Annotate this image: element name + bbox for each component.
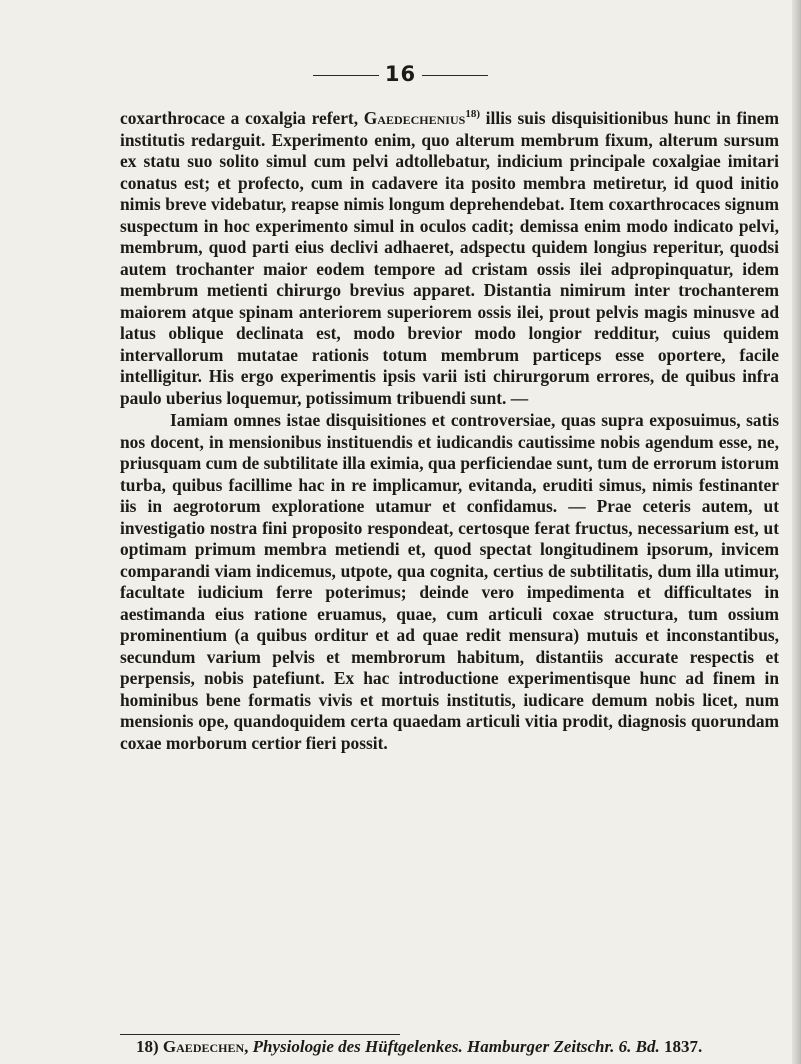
- footnote-title: Physiologie des Hüftgelenkes.: [252, 1037, 463, 1056]
- paragraph-1-rest: illis suis disquisitionibus hunc in finem institutis redarguit. Experimento enim, quo alterum membrum fixum, alterum sursum ex statu suo solito simul cum pelvi adtollebatur, indicium principale coxalgiae imitari conatus est; et profecto, cum in cadavere ita posito membra metiretur, id quod initio nimis breve videbatur, reapse nimis longum deprehendebat. Item coxarthrocaces signum suspectum in hoc experimento simul in oculos cadit; demissa enim modo indicato pelvi, membrum, quod parti eius declivi adhaeret, adspectu quidem longius reperitur, quodsi autem trochanter maior eodem tempore ad cristam ossis ilei adpropinquatur, idem membrum metienti chirurgo brevius apparet. Distantia nimirum inter trochanterem maiorem atque spinam anteriorem superiorem ossis ilei, prout pelvis magis minusve ad latus oblique declinata est, modo brevior modo longior redditur, cuius quidem intervallorum mutatae rationis totum membrum particeps esse oportere, facile intelligitur. His ergo experimentis ipsis varii isti chirurgorum errores, de quibus infra paulo uberius loquemur, potissimum tribuendi sunt. —: [120, 108, 780, 408]
- scan-page-edge: [792, 0, 801, 1064]
- page-number: 16: [384, 62, 417, 86]
- paragraph-1: [120, 108, 779, 409]
- footnote: [136, 1037, 776, 1057]
- footnote-author: Gaedechen: [162, 1037, 245, 1056]
- paragraph-1-start: coxarthrocace a coxalgia refert,: [120, 108, 364, 128]
- footnote-separator: ,: [244, 1037, 253, 1056]
- body-text: [120, 108, 779, 754]
- footnote-marker: 18): [136, 1037, 159, 1056]
- footnote-journal: Hamburger Zeitschr.: [467, 1037, 615, 1056]
- footnote-volume: 6. Bd.: [618, 1037, 660, 1056]
- paragraph-2: Iamiam omnes istae disquisitiones et controversiae, quas supra exposuimus, satis nos docent, in mensionibus instituendis et iudicandis cautissime nobis agendum esse, ne, priusquam cum de subtilitate illa eximia, qua perficiendae sunt, tum de errorum istorum turba, quibus facillime hac in re implicamur, evitanda, eruditi simus, nimis festinanter iis in aegrotorum exploratione utamur et confidamus. — Prae ceteris autem, ut investigatio nostra fini proposito respondeat, certosque ferat fructus, necessarium est, ut optimam primum membra metiendi et, quod spectat longitudinem ipsorum, invicem comparandi viam indicemus, utpote, qua cognita, certius de subtilitatis, dum illa utimur, facultate iudicium ferre poterimus; deinde vero impedimenta et difficultates in aestimanda eius ratione eruamus, quae, cum articuli coxae structura, tum ossium prominentium (a quibus orditur et ad quae redit mensura) mutuis et inconstantibus, secundum varium pelvis et membrorum habitum, distantiis accurate respectis et perpensis, nobis patefiunt. Ex hac introductione experimentisque hunc ad finem in hominibus bene formatis vivis et mortuis institutis, iudicare demum nobis licet, num mensionis ope, quandoquidem certa quaedam articuli vitia prodit, diagnosis quorundam coxae morborum certior fieri possit.: [120, 410, 779, 753]
- header-rule-right: [422, 75, 488, 76]
- header-rule-left: [313, 75, 379, 76]
- footnote-year: 1837.: [663, 1037, 703, 1056]
- page-header: [0, 62, 801, 86]
- footnote-divider: [120, 1034, 400, 1035]
- author-name: Gaedechenius: [363, 108, 466, 128]
- footnote-reference: 18): [465, 108, 480, 121]
